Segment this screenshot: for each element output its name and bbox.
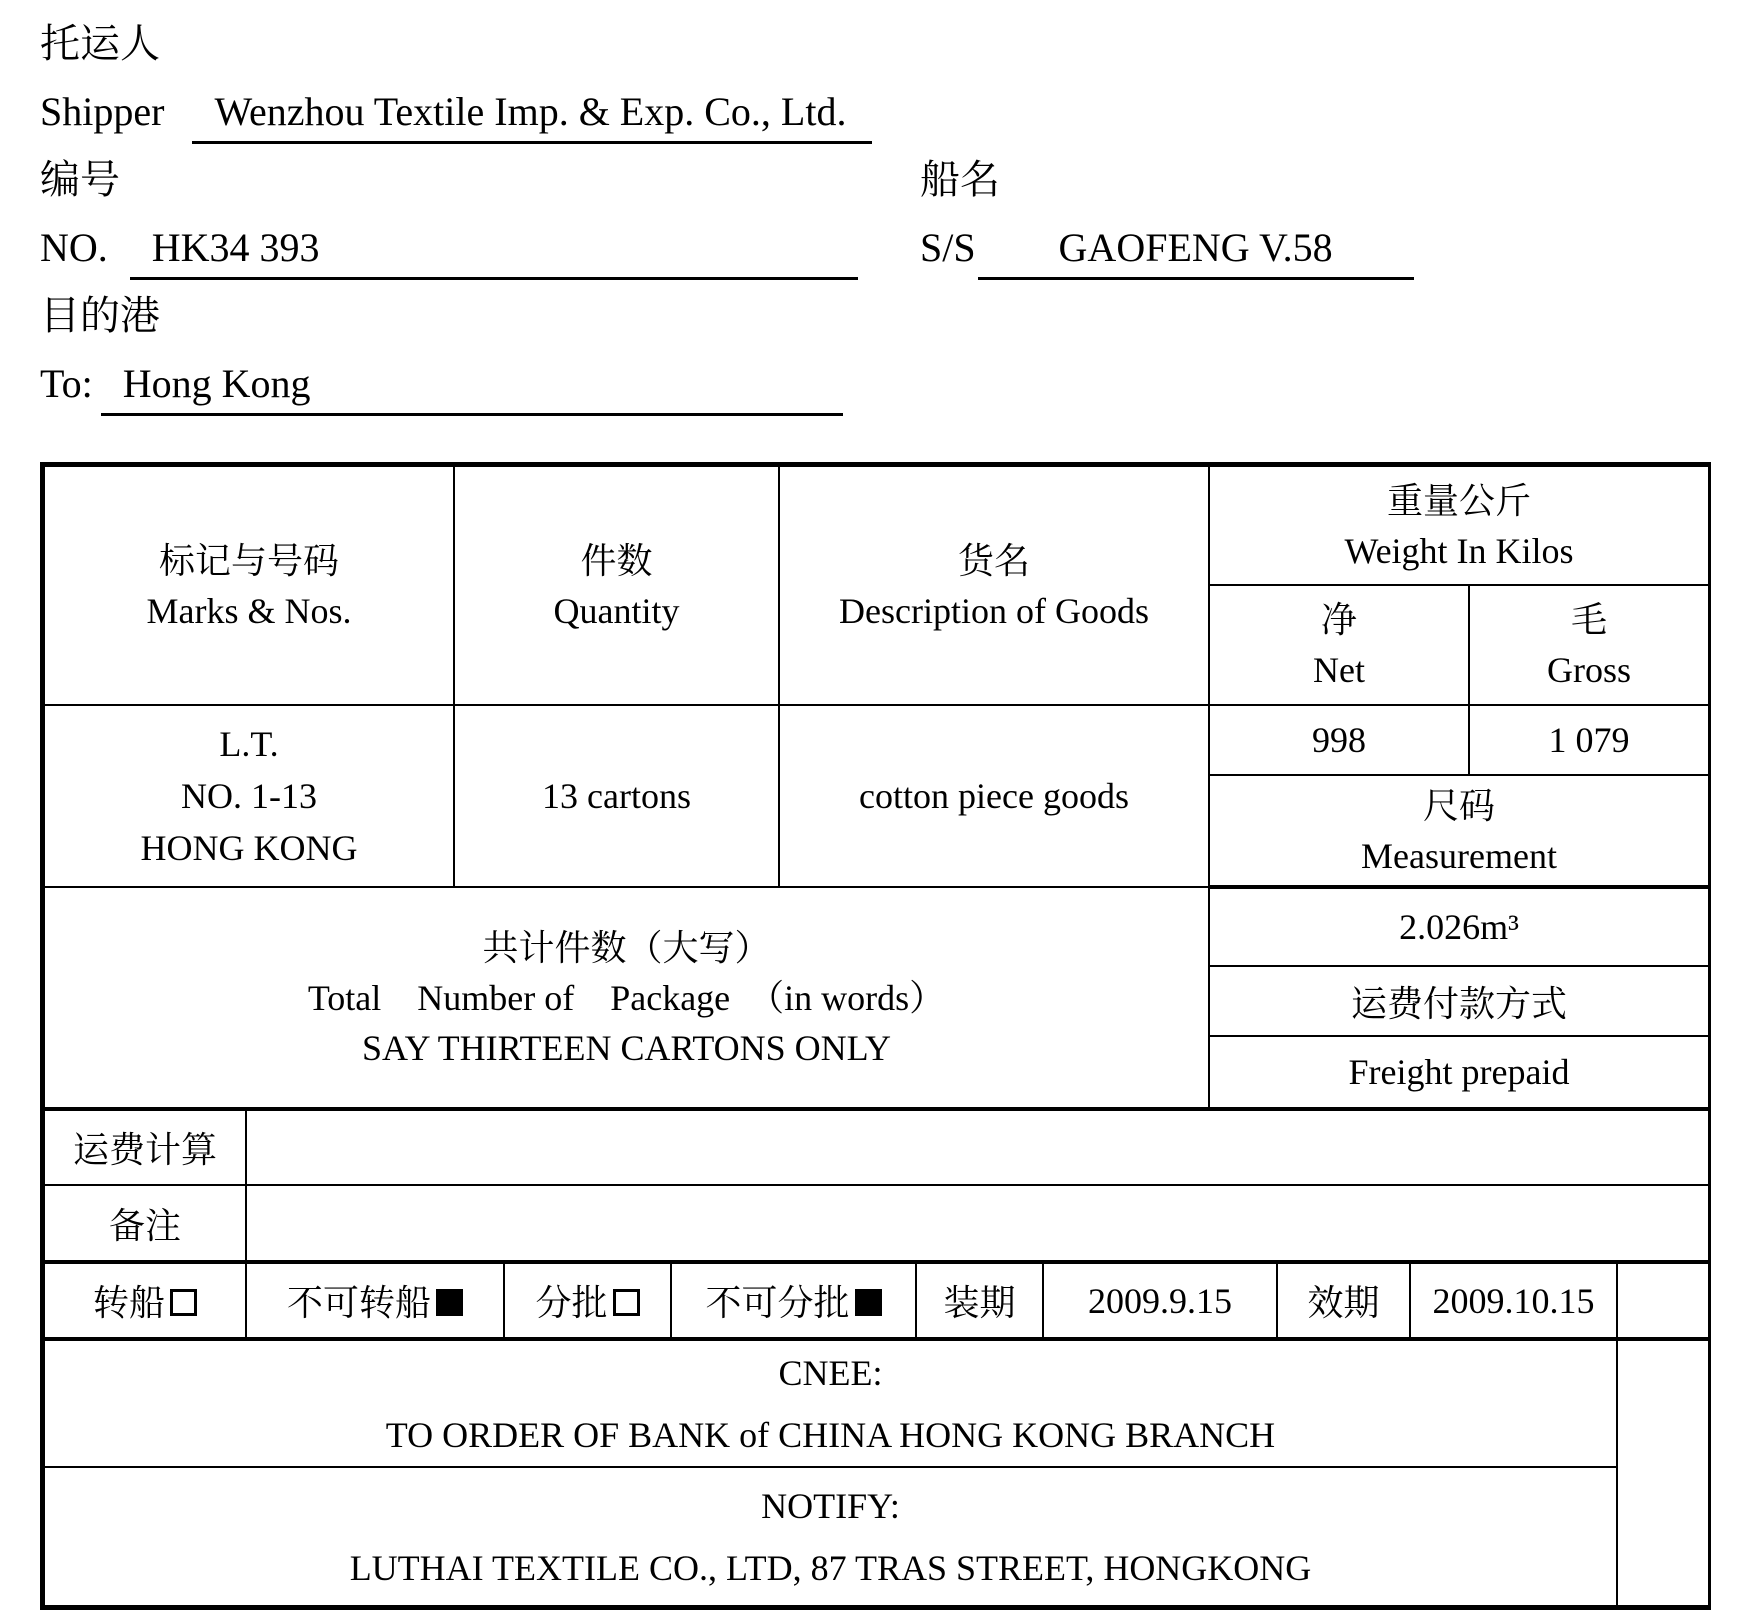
- cargo-table: [40, 462, 1711, 1610]
- number-label-en: NO.: [40, 225, 108, 270]
- side-empty-cell: [1617, 1340, 1709, 1606]
- ship-date-label-cell: [916, 1263, 1043, 1338]
- cnee-label: CNEE:: [778, 1352, 883, 1393]
- header-marks-en: Marks & Nos.: [146, 590, 352, 631]
- shipper-zh-text: 托运人: [40, 21, 160, 66]
- partial-shipment-checkbox[interactable]: [613, 1289, 640, 1316]
- vessel-label-en: S/S: [920, 225, 976, 270]
- notify-label: NOTIFY:: [761, 1485, 900, 1526]
- measurement-value-cell: [1209, 887, 1709, 966]
- option-transship-label: 转船: [92, 1283, 165, 1323]
- gross-value: 1 079: [1548, 720, 1630, 760]
- options-grid: [43, 1262, 1710, 1339]
- header-quantity-zh: 件数: [580, 540, 653, 581]
- cargo-grid: [43, 465, 1710, 1109]
- destination-value-field[interactable]: [101, 360, 843, 416]
- marks-value-cell: [44, 705, 454, 887]
- header-description: [779, 466, 1209, 705]
- vessel-label-zh: [920, 156, 1000, 204]
- description-value-cell: [779, 705, 1209, 887]
- freight-payment-label: 运费付款方式: [1351, 983, 1568, 1024]
- notify-value: LUTHAI TEXTILE CO., LTD, 87 TRAS STREET, HONGKONG: [349, 1547, 1312, 1588]
- ship-date-label: 装期: [943, 1283, 1016, 1323]
- marks-line2: NO. 1-13: [181, 776, 317, 816]
- header-net: [1209, 585, 1469, 705]
- description-value: cotton piece goods: [859, 776, 1129, 816]
- freight-payment-label-cell: [1209, 966, 1709, 1036]
- destination-label-en: To:: [40, 361, 93, 406]
- destination-label-zh: [40, 292, 160, 340]
- header-net-zh: 净: [1320, 600, 1357, 640]
- option-partial-cell[interactable]: [504, 1263, 671, 1338]
- vessel-zh-text: 船名: [920, 157, 1000, 202]
- quantity-value-cell: [454, 705, 779, 887]
- header-gross-en: Gross: [1547, 650, 1632, 690]
- header-net-en: Net: [1313, 650, 1365, 690]
- header-weight: [1209, 466, 1709, 585]
- header-weight-en: Weight In Kilos: [1344, 530, 1574, 571]
- validity-value: 2009.10.15: [1432, 1280, 1595, 1321]
- gross-value-cell: [1469, 705, 1709, 775]
- ship-date-value-cell[interactable]: [1043, 1263, 1277, 1338]
- destination-value: Hong Kong: [122, 361, 311, 406]
- remarks-value-cell[interactable]: [246, 1185, 1709, 1261]
- transship-checkbox[interactable]: [170, 1289, 197, 1316]
- header-gross: [1469, 585, 1709, 705]
- destination-zh-text: 目的港: [40, 293, 160, 338]
- validity-value-cell[interactable]: [1410, 1263, 1617, 1338]
- number-label-zh: [40, 156, 120, 204]
- cnee-value: TO ORDER OF BANK of CHINA HONG KONG BRANCH: [385, 1414, 1276, 1455]
- vessel-value-field[interactable]: [978, 224, 1414, 280]
- net-value-cell: [1209, 705, 1469, 775]
- option-no-transship-cell[interactable]: [246, 1263, 504, 1338]
- validity-label: 效期: [1307, 1283, 1380, 1323]
- total-packages-cell: [44, 887, 1209, 1108]
- freight-remarks-grid: [43, 1109, 1710, 1262]
- header-description-en: Description of Goods: [839, 590, 1149, 631]
- freight-calc-value-cell[interactable]: [246, 1110, 1709, 1185]
- number-zh-text: 编号: [40, 157, 120, 202]
- number-value: HK34 393: [151, 225, 320, 270]
- cnee-cell[interactable]: [44, 1340, 1617, 1467]
- notify-cell[interactable]: [44, 1467, 1617, 1606]
- option-transship-cell[interactable]: [44, 1263, 246, 1338]
- marks-line1: L.T.: [219, 724, 279, 764]
- shipper-label-en: Shipper: [40, 89, 165, 134]
- measurement-value: 2.026m³: [1399, 907, 1519, 947]
- vessel-value: GAOFENG V.58: [1058, 225, 1333, 270]
- option-no-partial-label: 不可分批: [705, 1283, 850, 1323]
- header-quantity-en: Quantity: [553, 590, 680, 631]
- option-partial-label: 分批: [535, 1283, 608, 1323]
- measurement-zh: 尺码: [1423, 785, 1496, 826]
- option-no-transship-label: 不可转船: [286, 1283, 431, 1323]
- header-quantity: [454, 466, 779, 705]
- no-transship-checkbox[interactable]: [436, 1289, 463, 1316]
- shipper-value-field[interactable]: [192, 88, 872, 144]
- shipper-value: Wenzhou Textile Imp. & Exp. Co., Ltd.: [214, 89, 847, 134]
- option-no-partial-cell[interactable]: [671, 1263, 916, 1338]
- freight-calc-label-cell: [44, 1110, 246, 1185]
- freight-calc-label: 运费计算: [72, 1130, 217, 1170]
- measurement-header-cell: [1209, 775, 1709, 887]
- destination-row: [40, 360, 843, 416]
- total-packages-value: SAY THIRTEEN CARTONS ONLY: [361, 1027, 892, 1068]
- remarks-label-cell: [44, 1185, 246, 1261]
- total-packages-zh: 共计件数（大写）: [482, 927, 771, 968]
- quantity-value: 13 cartons: [542, 776, 691, 816]
- parties-grid: [43, 1339, 1710, 1607]
- total-packages-en: Total Number of Package （in words）: [307, 977, 946, 1018]
- number-row: [40, 224, 858, 280]
- number-value-field[interactable]: [130, 224, 858, 280]
- shipper-label-zh: [40, 20, 160, 68]
- options-empty-cell: [1617, 1263, 1709, 1338]
- freight-payment-value: Freight prepaid: [1348, 1052, 1570, 1092]
- measurement-en: Measurement: [1361, 835, 1557, 876]
- freight-payment-value-cell: [1209, 1036, 1709, 1108]
- ship-date-value: 2009.9.15: [1088, 1280, 1232, 1321]
- remarks-label: 备注: [108, 1205, 181, 1246]
- no-partial-shipment-checkbox[interactable]: [855, 1289, 882, 1316]
- net-value: 998: [1312, 720, 1366, 760]
- shipper-row: [40, 88, 872, 144]
- header-weight-zh: 重量公斤: [1387, 480, 1532, 521]
- validity-label-cell: [1277, 1263, 1410, 1338]
- header-gross-zh: 毛: [1571, 600, 1608, 640]
- marks-line3: HONG KONG: [140, 828, 358, 868]
- vessel-row: [920, 224, 1414, 280]
- header-marks: [44, 466, 454, 705]
- header-marks-zh: 标记与号码: [158, 540, 339, 581]
- header-description-zh: 货名: [957, 540, 1030, 581]
